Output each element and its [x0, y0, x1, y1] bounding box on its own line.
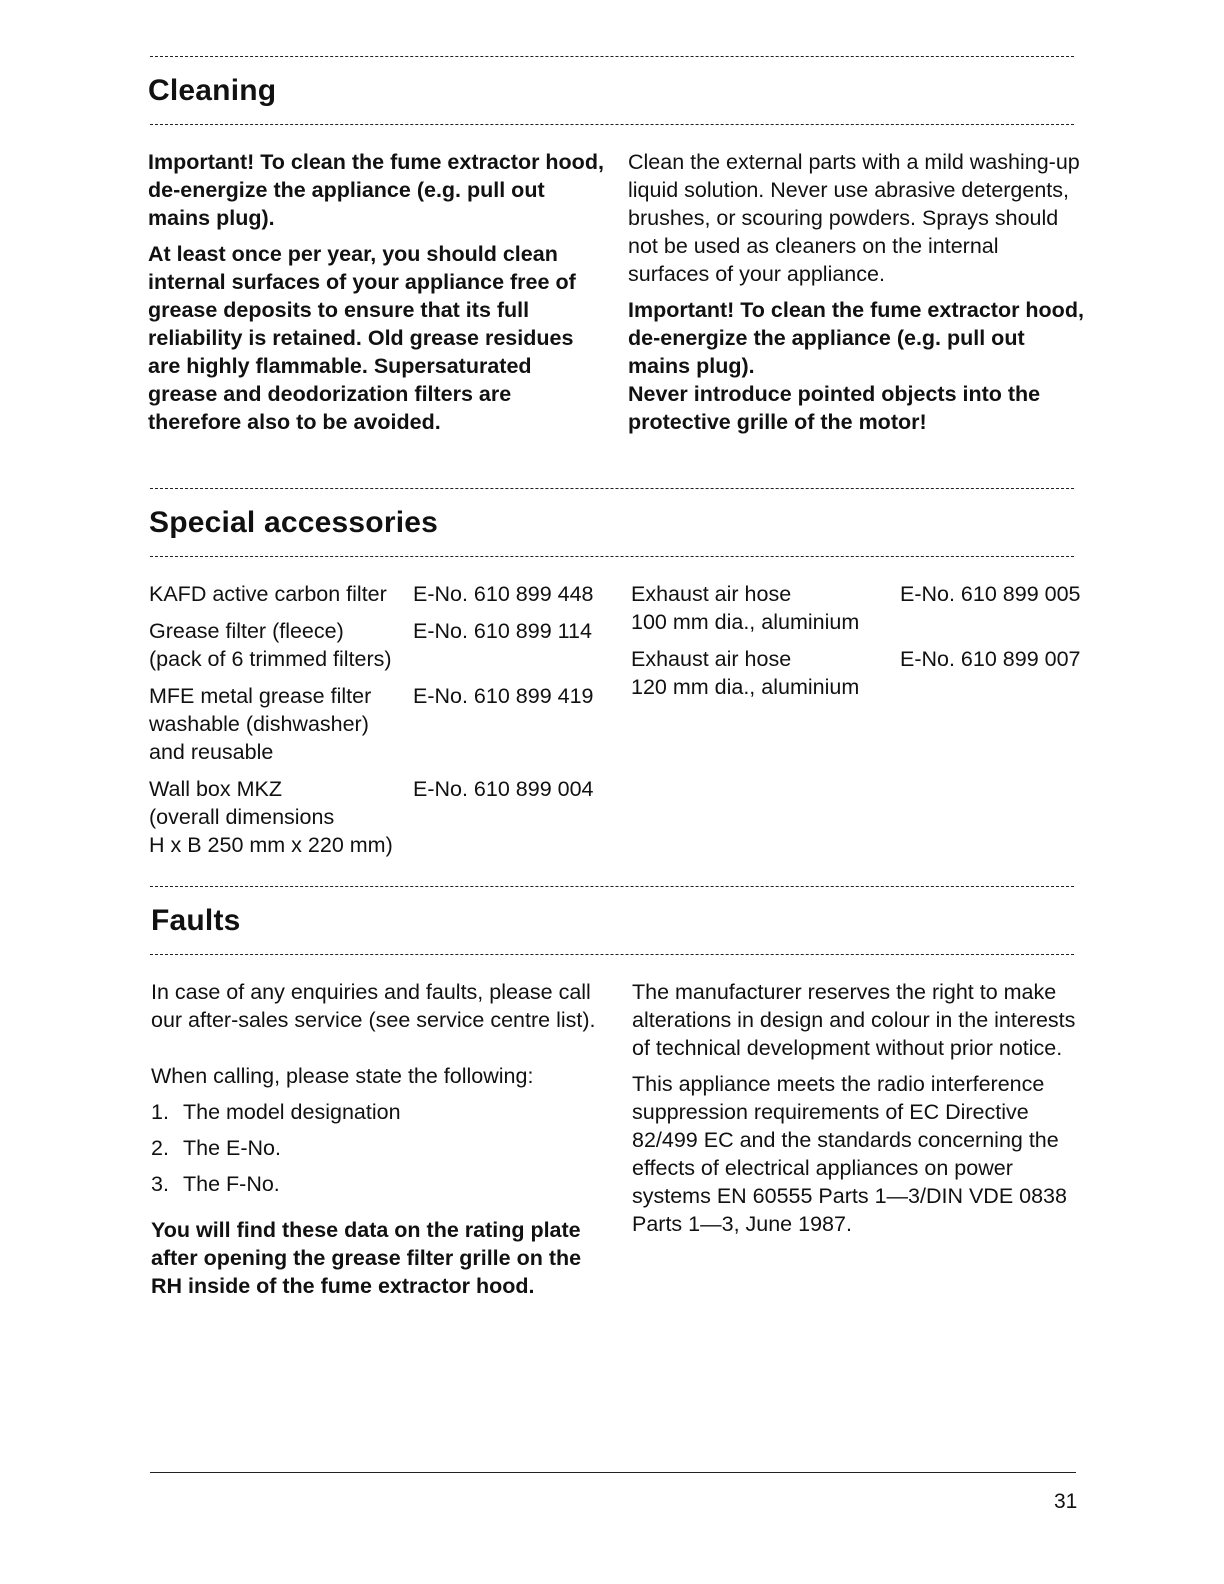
- manufacturer-notice: The manufacturer reserves the right to make alterations in design and colour in the interests of technical development without prior notice.: [632, 980, 1076, 1060]
- page-number: 31: [1054, 1490, 1078, 1513]
- faults-intro: In case of any enquiries and faults, please call our after-sales service (see service centre list).: [151, 980, 596, 1032]
- top-rule: [150, 56, 1074, 57]
- list-item: [151, 1098, 606, 1126]
- list-text: The E-No.: [183, 1136, 281, 1160]
- faults-left-column: [151, 978, 606, 1308]
- accessory-number: E-No. 610 899 007: [900, 647, 1081, 671]
- accessories-right-list: [631, 580, 1091, 710]
- cleaning-left-column: [148, 148, 606, 444]
- interference-notice: This appliance meets the radio interference suppression requirements of EC Directive 82/499 EC and the standards concerning the effects of electrical appliances on power systems EN 60555 Parts 1—3/DIN VDE 0838 Parts 1—3, June 1987.: [632, 1072, 1067, 1236]
- accessory-desc: Wall box MKZ (overall dimensions H x B 250 mm x 220 mm): [149, 777, 393, 857]
- cleaning-warning-repeat-text: Important! To clean the fume extractor hood, de-energize the appliance (e.g. pull out mains plug).: [628, 298, 1084, 378]
- list-text: The F-No.: [183, 1172, 280, 1196]
- accessory-desc: Grease filter (fleece) (pack of 6 trimmed filters): [149, 619, 392, 671]
- accessories-left-list: [149, 580, 609, 868]
- calling-list: [151, 1098, 606, 1198]
- cleaning-heading: Cleaning: [148, 74, 277, 107]
- faults-right-column: [632, 978, 1088, 1246]
- accessory-item: [149, 682, 609, 766]
- accessory-desc: Exhaust air hose 100 mm dia., aluminium: [631, 582, 860, 634]
- accessory-item: [149, 580, 609, 608]
- accessory-item: [631, 645, 1091, 701]
- list-number: 3.: [151, 1172, 169, 1196]
- list-item: [151, 1134, 606, 1162]
- cleaning-annual-note: At least once per year, you should clean internal surfaces of your appliance free of grease deposits to ensure that its full reliability is retained. Old grease residues are highly flammable. Supersaturated grease and deodorization filters are therefore also to be avoided.: [148, 242, 576, 434]
- accessory-item: [149, 617, 609, 673]
- faults-top-rule: [150, 886, 1074, 887]
- faults-heading: Faults: [151, 904, 241, 937]
- accessory-desc: KAFD active carbon filter: [149, 582, 387, 606]
- accessory-number: E-No. 610 899 004: [413, 777, 594, 801]
- faults-rule: [150, 954, 1074, 955]
- accessory-number: E-No. 610 899 448: [413, 582, 594, 606]
- accessory-number: E-No. 610 899 114: [413, 619, 592, 643]
- accessory-desc: Exhaust air hose 120 mm dia., aluminium: [631, 647, 860, 699]
- cleaning-right-column: [628, 148, 1084, 436]
- list-item: [151, 1170, 606, 1198]
- accessory-item: [149, 775, 609, 859]
- list-number: 2.: [151, 1136, 169, 1160]
- accessory-item: [631, 580, 1091, 636]
- pointed-objects-warning: Never introduce pointed objects into the protective grille of the motor!: [628, 382, 1041, 434]
- accessory-number: E-No. 610 899 005: [900, 582, 1081, 606]
- cleaning-external-parts: Clean the external parts with a mild washing-up liquid solution. Never use abrasive detergents, brushes, or scouring powders. Sprays should not be used as cleaners on the internal surfaces of your appliance.: [628, 150, 1080, 286]
- cleaning-rule: [150, 124, 1074, 125]
- accessories-heading: Special accessories: [149, 506, 439, 539]
- list-number: 1.: [151, 1100, 169, 1124]
- list-text: The model designation: [183, 1100, 401, 1124]
- accessory-number: E-No. 610 899 419: [413, 684, 594, 708]
- cleaning-warning: Important! To clean the fume extractor hood, de-energize the appliance (e.g. pull out mains plug).: [148, 150, 604, 230]
- footer-rule: [150, 1472, 1076, 1473]
- accessories-rule: [150, 556, 1074, 557]
- cleaning-warning-repeat: [628, 296, 1084, 436]
- accessories-top-rule: [150, 488, 1074, 489]
- faults-calling: When calling, please state the following:: [151, 1064, 534, 1088]
- rating-plate-note: You will find these data on the rating plate after opening the grease filter grille on the RH inside of the fume extractor hood.: [151, 1218, 582, 1298]
- accessory-desc: MFE metal grease filter washable (dishwasher) and reusable: [149, 684, 372, 764]
